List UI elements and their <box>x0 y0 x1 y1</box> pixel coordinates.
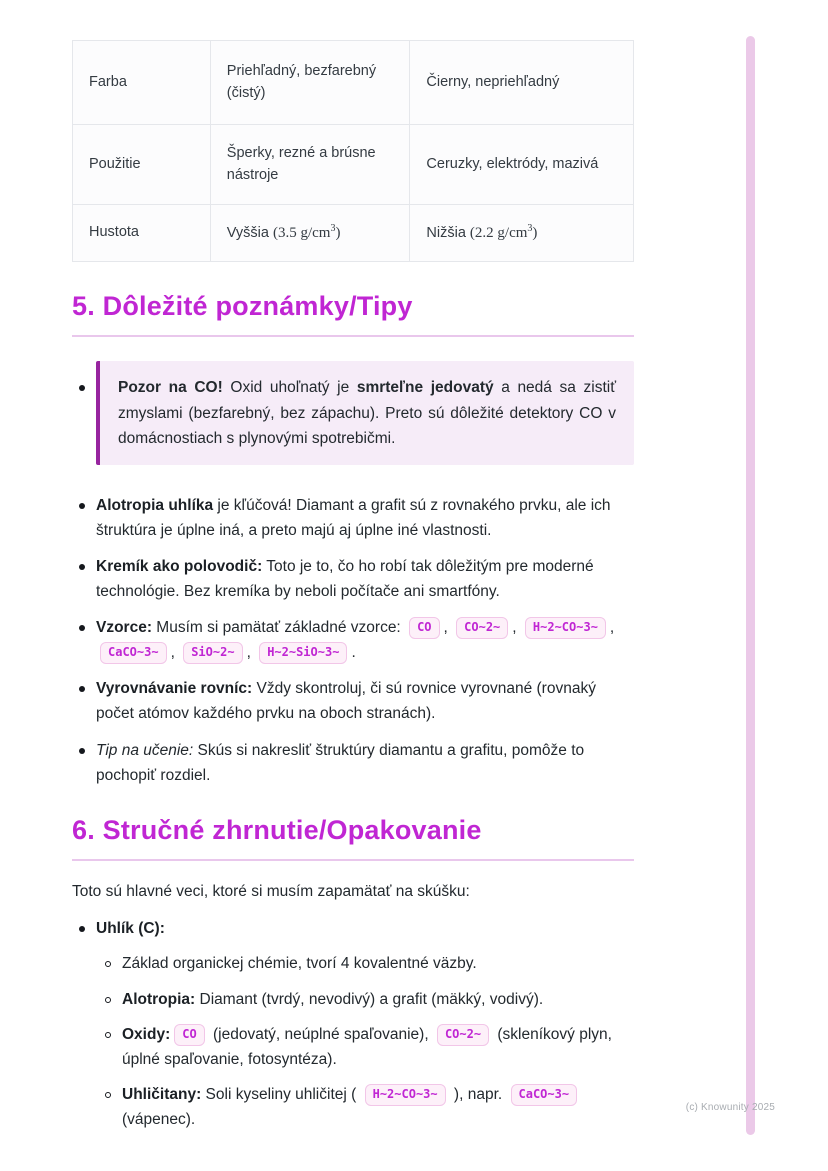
list-item <box>72 738 634 788</box>
formula-pill: CO~2~ <box>456 617 508 639</box>
bullet-ring <box>105 1092 111 1098</box>
bullet-dot <box>79 503 85 509</box>
list-item-text <box>122 1022 634 1072</box>
heading-rule <box>72 859 634 861</box>
bullet-dot <box>79 564 85 570</box>
tips-list <box>72 493 634 788</box>
superscript: 3 <box>527 222 533 234</box>
summary-list <box>72 916 634 1132</box>
list-item-text <box>122 951 634 976</box>
page-edge-bar <box>746 36 755 1135</box>
text-segment: Vyššia <box>226 224 273 241</box>
text-segment: Diamant (tvrdý, nevodivý) a grafit (mäkký, vodivý). <box>195 990 544 1008</box>
bold-segment: Pozor na CO! <box>118 379 223 397</box>
formula-pill: CaCO~3~ <box>100 642 167 664</box>
formula-pill: H~2~SiO~3~ <box>259 642 347 664</box>
list-item-text <box>122 987 634 1012</box>
graphite-cell <box>410 205 634 262</box>
table-row-hustota <box>73 205 634 262</box>
text-segment: (jedovatý, neúplné spaľovanie), <box>208 1025 433 1043</box>
text-segment: ) <box>532 224 538 241</box>
text-segment: Nižšia <box>426 224 470 241</box>
text-segment: Musím si pamätať základné vzorce: <box>152 619 406 637</box>
bold-segment: Uhlík (C): <box>96 920 165 938</box>
bullet-dot <box>79 748 85 754</box>
separator-segment: , <box>170 644 180 662</box>
circle-marker <box>98 1022 122 1038</box>
sub-list-item <box>98 1022 634 1072</box>
watermark: (c) Knowunity 2025 <box>685 1102 775 1113</box>
row-label-cell: Farba <box>73 41 211 125</box>
list-item <box>72 676 634 726</box>
bold-segment: Kremík ako polovodič: <box>96 557 263 575</box>
formula-pill: CO~2~ <box>437 1024 489 1046</box>
bullet-ring <box>105 1032 111 1038</box>
separator-segment: . <box>351 644 356 662</box>
text-segment: Vždy skontroluj, či sú rovnice vyrovnané (rovnaký počet atómov každého prvku na oboch stranách). <box>96 680 596 723</box>
diamond-cell <box>210 205 410 262</box>
sub-list-item <box>98 1082 634 1132</box>
list-item-text <box>96 615 634 665</box>
text-segment: (2.2 g/cm <box>469 224 528 241</box>
formula-pill: CO <box>174 1024 204 1046</box>
list-item <box>72 615 634 665</box>
formula-pill: H~2~CO~3~ <box>365 1084 446 1106</box>
section6-heading: 6. Stručné zhrnutie/Opakovanie <box>72 814 482 845</box>
text-segment: ), napr. <box>449 1085 507 1103</box>
bullet-dot <box>79 385 85 391</box>
text-segment: Toto je to, čo ho robí tak dôležitým pre moderné technológie. Bez kremíka by neboli počítače ani smartfóny. <box>96 557 594 601</box>
list-item-text <box>96 554 634 604</box>
warning-callout <box>96 361 634 464</box>
list-item-text <box>96 738 634 788</box>
bullet-marker <box>72 615 96 631</box>
diamond-cell: Priehľadný, bezfarebný (čistý) <box>210 41 410 125</box>
bullet-marker <box>72 676 96 692</box>
callout-list-item <box>72 361 634 464</box>
bold-segment: smrteľne jedovatý <box>356 379 494 397</box>
sub-list-item <box>98 987 634 1012</box>
bullet-marker <box>72 554 96 570</box>
text-segment: ) <box>335 224 341 241</box>
bold-segment: Alotropia uhlíka <box>96 496 214 514</box>
table-row-pouzitie <box>73 125 634 205</box>
section5-heading: 5. Dôležité poznámky/Tipy <box>72 291 413 321</box>
separator-segment: , <box>246 644 256 662</box>
math-segment <box>272 222 341 241</box>
text-segment: Skús si nakresliť štruktúry diamantu a grafitu, pomôže to pochopiť rozdiel. <box>96 741 585 784</box>
heading-rule <box>72 335 634 337</box>
list-item-text <box>96 916 634 941</box>
text-segment: je kľúčová! Diamant a grafit sú z rovnakého prvku, ale ich štruktúra je úplne iná, a preto majú aj úplne iné vlastnosti. <box>96 496 611 539</box>
text-segment: (skleníkový plyn, úplné spaľovanie, fotosyntéza). <box>122 1025 612 1068</box>
bold-segment: Vyrovnávanie rovníc: <box>96 680 253 698</box>
bullet-dot <box>79 625 85 631</box>
list-item <box>72 554 634 604</box>
bullet-ring <box>105 997 111 1003</box>
bold-segment: Alotropia: <box>122 990 196 1008</box>
circle-marker <box>98 951 122 967</box>
text-segment: a nedá sa zistiť zmyslami (bezfarebný, bez zápachu). Preto sú dôležité detektory CO v domácnostiach s plynovými spotrebičmi. <box>118 379 617 447</box>
bullet-marker <box>72 361 96 391</box>
bold-segment: Vzorce: <box>96 619 152 637</box>
formula-pill: CaCO~3~ <box>511 1084 578 1106</box>
math-segment <box>469 222 538 241</box>
list-item-text <box>96 493 634 543</box>
summary-sublist <box>98 951 634 1132</box>
bullet-marker <box>72 493 96 509</box>
text-segment: Oxid uhoľnatý je <box>222 379 357 397</box>
bold-segment: Oxidy: <box>122 1025 171 1043</box>
bullet-marker <box>72 738 96 754</box>
list-item <box>72 493 634 543</box>
text-segment: Soli kyseliny uhličitej ( <box>201 1085 361 1103</box>
summary-intro: Toto sú hlavné veci, ktoré si musím zapamätať na skúšku: <box>72 883 470 901</box>
diamond-cell: Šperky, rezné a brúsne nástroje <box>210 125 410 205</box>
bold-segment: Uhličitany: <box>122 1085 202 1103</box>
table-row-farba <box>73 41 634 125</box>
bullet-dot <box>79 926 85 932</box>
document-content <box>72 0 634 1132</box>
separator-segment: , <box>512 619 521 637</box>
comparison-table <box>72 40 634 262</box>
bullet-ring <box>105 961 111 967</box>
bullet-dot <box>79 686 85 692</box>
formula-pill: CO <box>409 617 439 639</box>
sub-list-item <box>98 951 634 976</box>
formula-pill: SiO~2~ <box>183 642 242 664</box>
graphite-cell: Ceruzky, elektródy, mazivá <box>410 125 634 205</box>
row-label-cell: Hustota <box>73 205 211 262</box>
circle-marker <box>98 987 122 1003</box>
separator-segment: , <box>443 619 453 637</box>
text-segment: (vápenec). <box>122 1110 196 1128</box>
callout-text <box>118 375 616 450</box>
separator-segment: , <box>609 619 615 637</box>
text-segment: Základ organickej chémie, tvorí 4 kovalentné väzby. <box>122 955 477 973</box>
graphite-cell: Čierny, nepriehľadný <box>410 41 634 125</box>
list-item <box>72 916 634 941</box>
list-item-text <box>96 676 634 726</box>
formula-pill: H~2~CO~3~ <box>525 617 606 639</box>
superscript: 3 <box>330 222 336 234</box>
italic-segment: Tip na učenie: <box>96 741 194 759</box>
circle-marker <box>98 1082 122 1098</box>
row-label-cell: Použitie <box>73 125 211 205</box>
bullet-marker <box>72 916 96 932</box>
list-item-text <box>122 1082 634 1132</box>
text-segment: (3.5 g/cm <box>272 224 331 241</box>
